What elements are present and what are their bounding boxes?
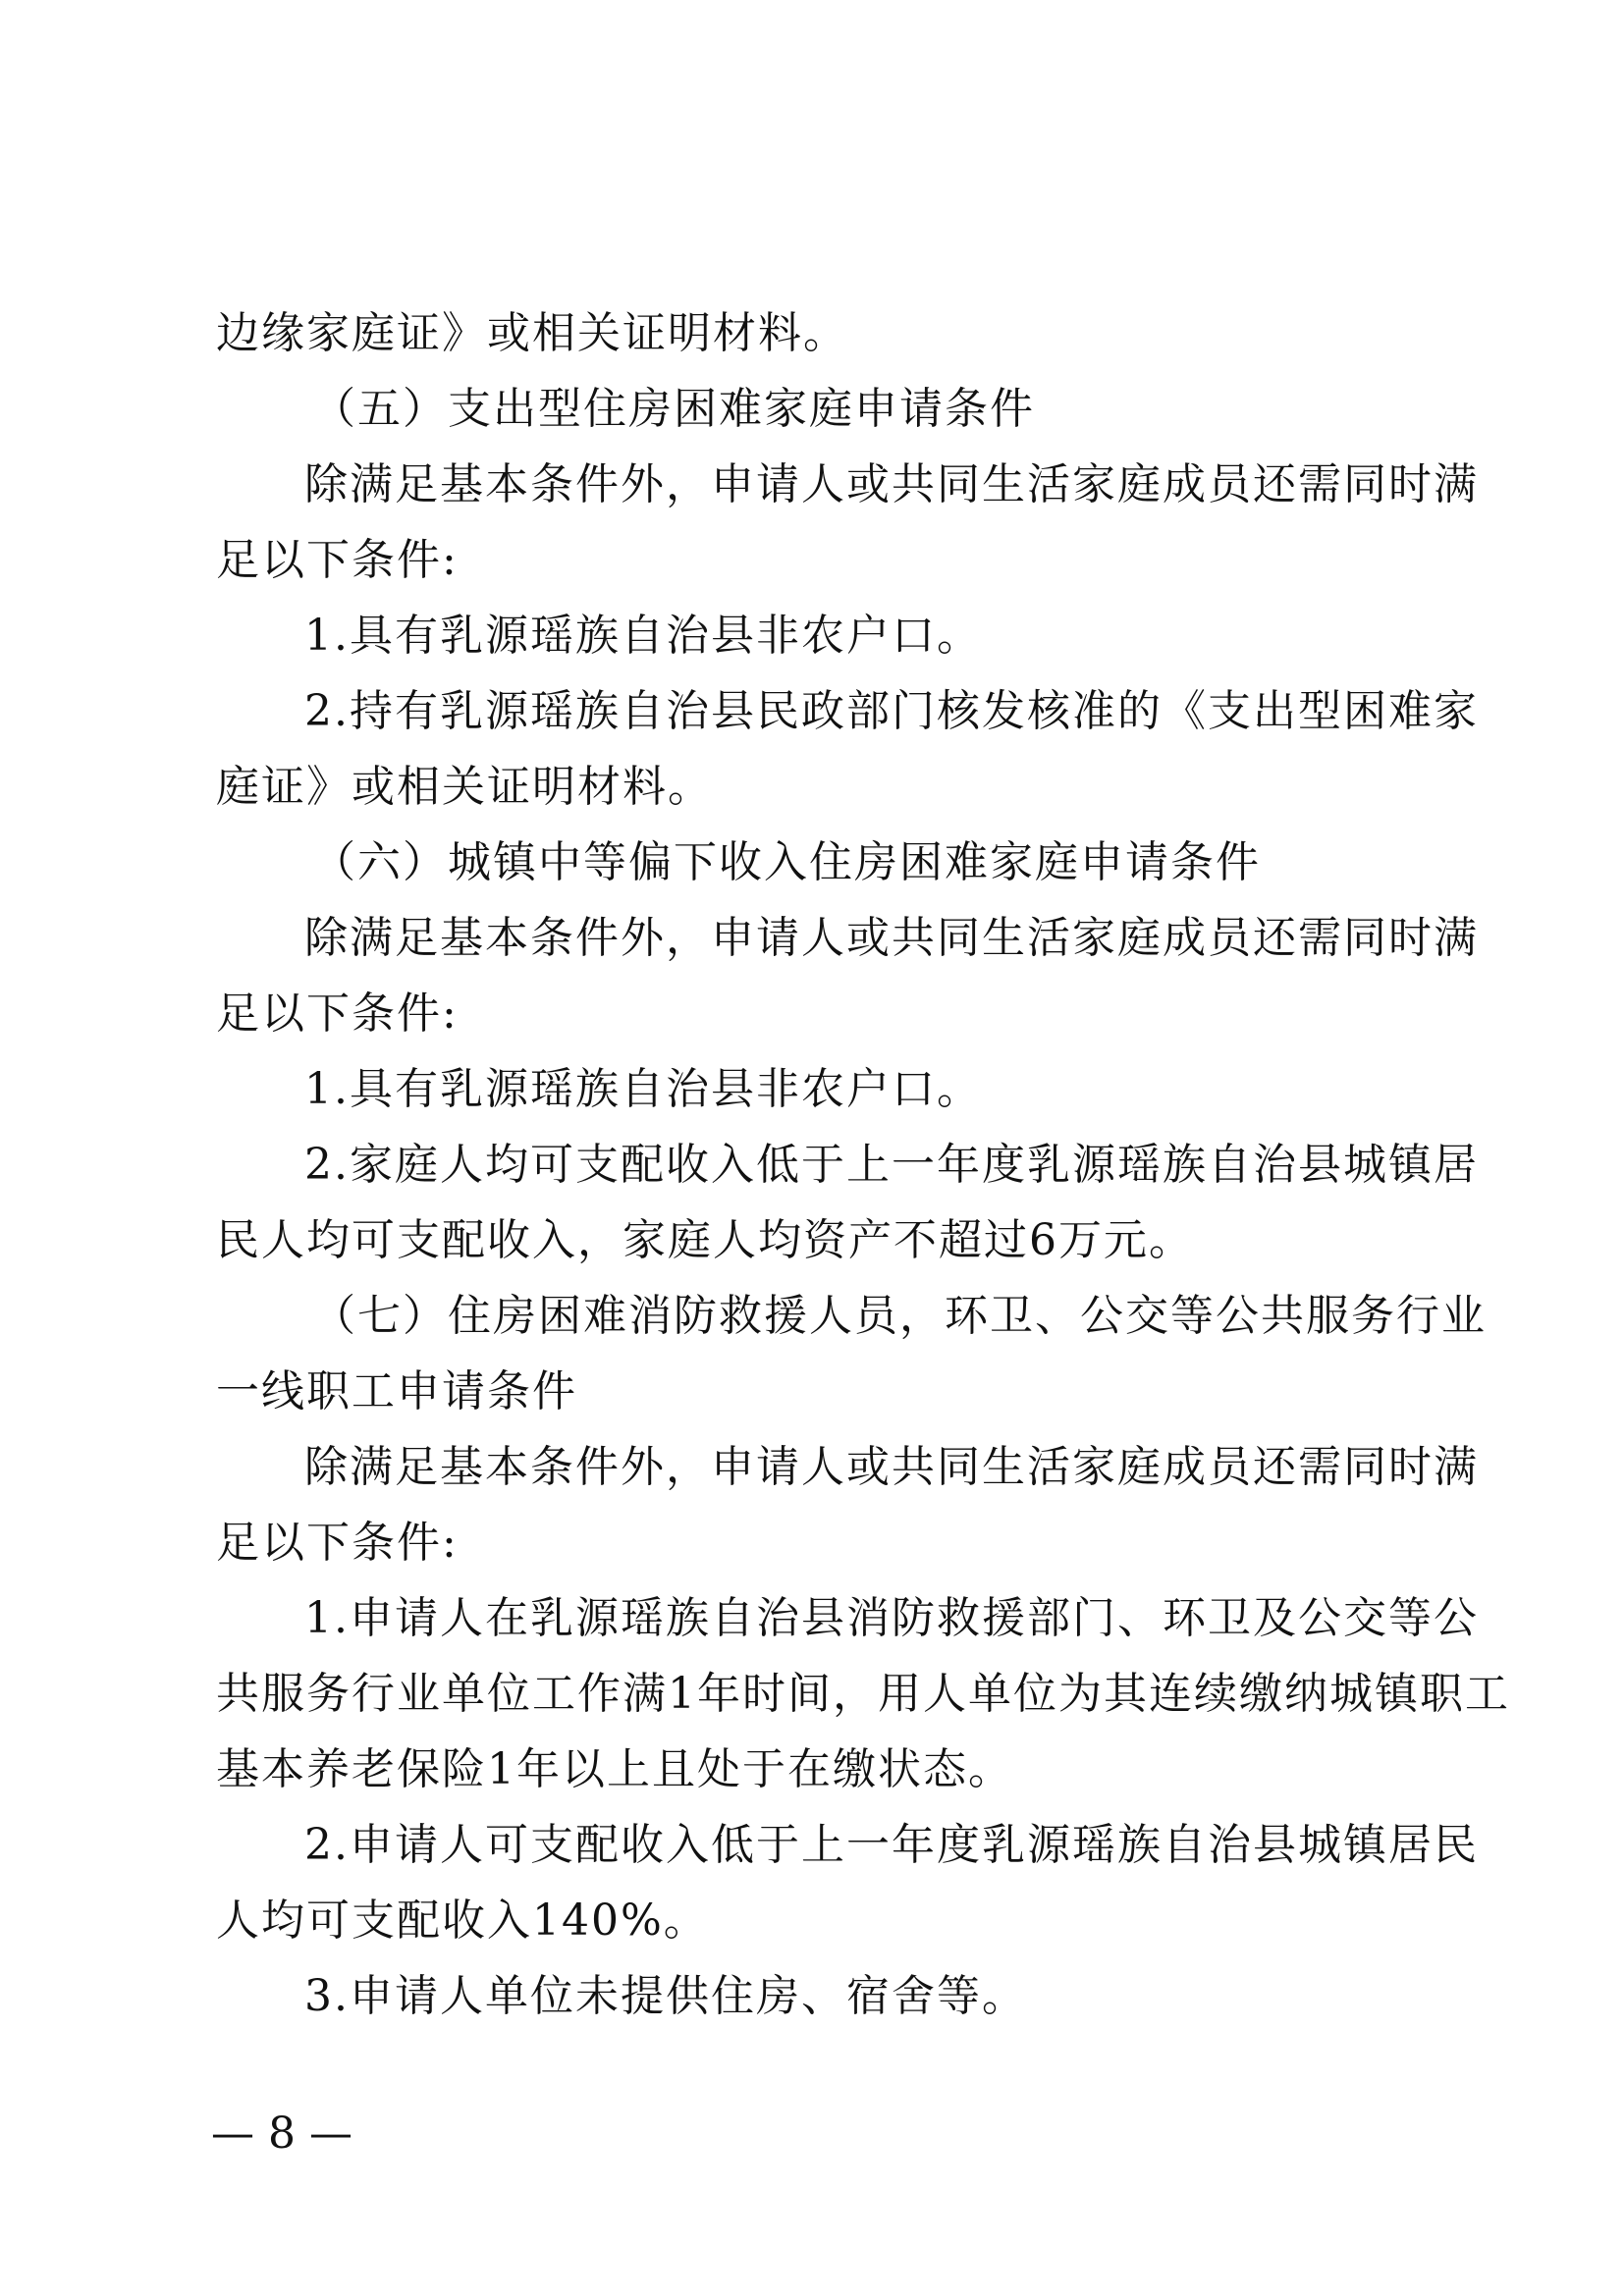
text-line: 除满足基本条件外，申请人或共同生活家庭成员还需同时满 <box>304 1442 1479 1492</box>
text-line: 除满足基本条件外，申请人或共同生活家庭成员还需同时满 <box>304 459 1479 509</box>
list-item: 3.申请人单位未提供住房、宿舍等。 <box>304 1971 1027 2021</box>
text-line: 庭证》或相关证明材料。 <box>216 762 713 812</box>
page-number: — 8 — <box>211 2109 352 2159</box>
text-line: 民人均可支配收入，家庭人均资产不超过6万元。 <box>216 1215 1194 1265</box>
text-line: 除满足基本条件外，申请人或共同生活家庭成员还需同时满 <box>304 913 1479 963</box>
list-item: 1.申请人在乳源瑶族自治县消防救援部门、环卫及公交等公 <box>304 1593 1479 1643</box>
text-line: 足以下条件: <box>216 988 459 1039</box>
section-heading: （五）支出型住房困难家庭申请条件 <box>312 384 1035 434</box>
text-line: 足以下条件: <box>216 535 459 585</box>
text-line: 足以下条件: <box>216 1518 459 1568</box>
text-line: 共服务行业单位工作满1年时间，用人单位为其连续缴纳城镇职工 <box>216 1669 1510 1719</box>
list-item: 1.具有乳源瑶族自治县非农户口。 <box>304 611 982 661</box>
list-item: 2.持有乳源瑶族自治县民政部门核发核准的《支出型困难家 <box>304 686 1479 736</box>
text-line: 基本养老保险1年以上且处于在缴状态。 <box>216 1744 1013 1794</box>
section-heading: （六）城镇中等偏下收入住房困难家庭申请条件 <box>312 837 1261 887</box>
list-item: 2.家庭人均可支配收入低于上一年度乳源瑶族自治县城镇居 <box>304 1140 1479 1190</box>
section-heading: （七）住房困难消防救援人员，环卫、公交等公共服务行业 <box>312 1291 1487 1341</box>
list-item: 1.具有乳源瑶族自治县非农户口。 <box>304 1064 982 1114</box>
section-heading: 一线职工申请条件 <box>216 1366 577 1416</box>
text-line: 人均可支配收入140%。 <box>216 1896 709 1946</box>
text-line: 边缘家庭证》或相关证明材料。 <box>216 308 848 358</box>
list-item: 2.申请人可支配收入低于上一年度乳源瑶族自治县城镇居民 <box>304 1820 1479 1870</box>
